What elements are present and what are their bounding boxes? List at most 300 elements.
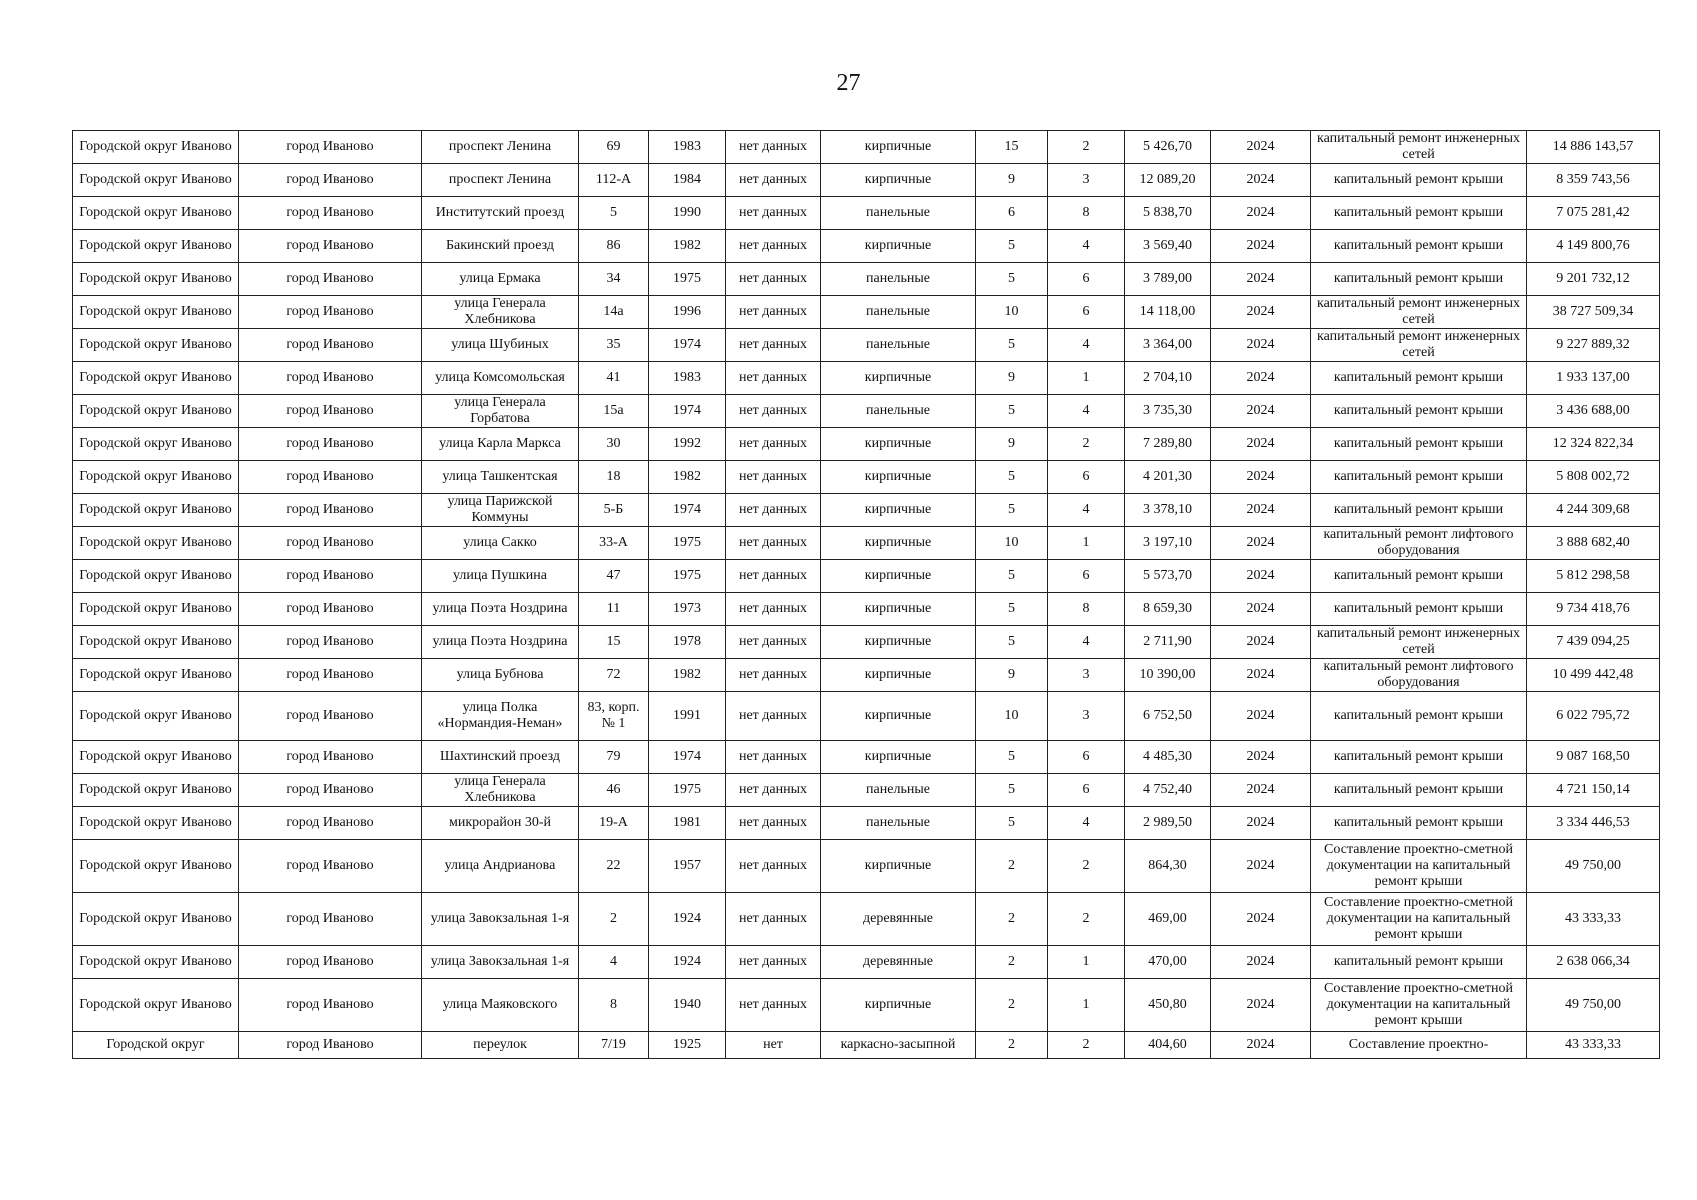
table-row [73, 230, 1660, 263]
cell-cost: 7 075 281,42 [1527, 197, 1660, 230]
cell-house-number: 34 [579, 263, 649, 296]
cell-floors: 5 [976, 741, 1048, 774]
cell-floors: 6 [976, 197, 1048, 230]
cell-area: 3 197,10 [1125, 527, 1211, 560]
cell-street: микрорайон 30-й [422, 807, 579, 840]
cell-work-type: капитальный ремонт инженерных сетей [1311, 626, 1527, 659]
cell-build-year: 1978 [649, 626, 726, 659]
cell-commission-year: нет данных [726, 807, 821, 840]
cell-commission-year: нет данных [726, 197, 821, 230]
cell-commission-year: нет данных [726, 263, 821, 296]
cell-street: Бакинский проезд [422, 230, 579, 263]
cell-build-year: 1981 [649, 807, 726, 840]
cell-entrances: 2 [1048, 1032, 1125, 1059]
cell-entrances: 6 [1048, 263, 1125, 296]
cell-build-year: 1924 [649, 946, 726, 979]
cell-municipality: Городской округ Иваново [73, 395, 239, 428]
cell-repair-year: 2024 [1211, 131, 1311, 164]
cell-municipality: Городской округ Иваново [73, 494, 239, 527]
cell-settlement: город Иваново [239, 395, 422, 428]
cell-cost: 9 227 889,32 [1527, 329, 1660, 362]
cell-repair-year: 2024 [1211, 362, 1311, 395]
cell-work-type: капитальный ремонт крыши [1311, 395, 1527, 428]
cell-wall-material: кирпичные [821, 659, 976, 692]
cell-street: улица Парижской Коммуны [422, 494, 579, 527]
cell-municipality: Городской округ Иваново [73, 774, 239, 807]
cell-floors: 9 [976, 164, 1048, 197]
cell-floors: 5 [976, 263, 1048, 296]
cell-settlement: город Иваново [239, 774, 422, 807]
cell-entrances: 3 [1048, 659, 1125, 692]
cell-street: улица Генерала Горбатова [422, 395, 579, 428]
cell-house-number: 46 [579, 774, 649, 807]
cell-house-number: 15а [579, 395, 649, 428]
cell-settlement: город Иваново [239, 893, 422, 946]
cell-municipality: Городской округ Иваново [73, 362, 239, 395]
cell-area: 5 573,70 [1125, 560, 1211, 593]
cell-floors: 5 [976, 774, 1048, 807]
cell-cost: 3 334 446,53 [1527, 807, 1660, 840]
cell-entrances: 6 [1048, 296, 1125, 329]
cell-floors: 5 [976, 560, 1048, 593]
cell-entrances: 8 [1048, 593, 1125, 626]
cell-floors: 10 [976, 527, 1048, 560]
cell-settlement: город Иваново [239, 741, 422, 774]
cell-floors: 2 [976, 946, 1048, 979]
table-row [73, 296, 1660, 329]
table-row [73, 692, 1660, 741]
cell-settlement: город Иваново [239, 946, 422, 979]
cell-commission-year: нет данных [726, 560, 821, 593]
cell-work-type: Составление проектно- [1311, 1032, 1527, 1059]
cell-area: 4 201,30 [1125, 461, 1211, 494]
cell-cost: 38 727 509,34 [1527, 296, 1660, 329]
cell-build-year: 1957 [649, 840, 726, 893]
cell-settlement: город Иваново [239, 494, 422, 527]
cell-entrances: 3 [1048, 692, 1125, 741]
cell-entrances: 1 [1048, 527, 1125, 560]
cell-work-type: капитальный ремонт крыши [1311, 560, 1527, 593]
cell-work-type: капитальный ремонт инженерных сетей [1311, 131, 1527, 164]
cell-municipality: Городской округ Иваново [73, 263, 239, 296]
cell-municipality: Городской округ Иваново [73, 230, 239, 263]
cell-work-type: капитальный ремонт крыши [1311, 362, 1527, 395]
cell-area: 2 704,10 [1125, 362, 1211, 395]
cell-work-type: капитальный ремонт лифтового оборудования [1311, 527, 1527, 560]
table-row [73, 494, 1660, 527]
cell-municipality: Городской округ Иваново [73, 659, 239, 692]
table-row [73, 263, 1660, 296]
cell-repair-year: 2024 [1211, 395, 1311, 428]
cell-work-type: Составление проектно-сметной документации на капитальный ремонт крыши [1311, 840, 1527, 893]
cell-entrances: 3 [1048, 164, 1125, 197]
cell-repair-year: 2024 [1211, 774, 1311, 807]
table-row [73, 362, 1660, 395]
cell-municipality: Городской округ Иваново [73, 692, 239, 741]
cell-area: 7 289,80 [1125, 428, 1211, 461]
cell-build-year: 1975 [649, 263, 726, 296]
cell-area: 4 752,40 [1125, 774, 1211, 807]
cell-municipality: Городской округ Иваново [73, 979, 239, 1032]
cell-floors: 10 [976, 692, 1048, 741]
cell-floors: 15 [976, 131, 1048, 164]
table-row [73, 659, 1660, 692]
table-row [73, 461, 1660, 494]
housing-registry-table [72, 130, 1660, 1059]
cell-build-year: 1940 [649, 979, 726, 1032]
table-row [73, 527, 1660, 560]
cell-house-number: 19-А [579, 807, 649, 840]
cell-build-year: 1974 [649, 494, 726, 527]
cell-work-type: капитальный ремонт крыши [1311, 164, 1527, 197]
cell-build-year: 1975 [649, 774, 726, 807]
cell-entrances: 2 [1048, 131, 1125, 164]
cell-build-year: 1924 [649, 893, 726, 946]
cell-work-type: капитальный ремонт крыши [1311, 741, 1527, 774]
cell-commission-year: нет данных [726, 893, 821, 946]
cell-wall-material: кирпичные [821, 840, 976, 893]
cell-cost: 9 734 418,76 [1527, 593, 1660, 626]
cell-house-number: 112-А [579, 164, 649, 197]
cell-street: улица Сакко [422, 527, 579, 560]
cell-area: 4 485,30 [1125, 741, 1211, 774]
cell-build-year: 1991 [649, 692, 726, 741]
cell-cost: 49 750,00 [1527, 979, 1660, 1032]
cell-floors: 9 [976, 428, 1048, 461]
cell-cost: 5 812 298,58 [1527, 560, 1660, 593]
cell-area: 450,80 [1125, 979, 1211, 1032]
cell-wall-material: панельные [821, 329, 976, 362]
table-row [73, 1032, 1660, 1059]
cell-wall-material: кирпичные [821, 131, 976, 164]
cell-wall-material: кирпичные [821, 494, 976, 527]
table-row [73, 428, 1660, 461]
cell-house-number: 22 [579, 840, 649, 893]
cell-street: улица Ермака [422, 263, 579, 296]
cell-repair-year: 2024 [1211, 979, 1311, 1032]
cell-wall-material: кирпичные [821, 593, 976, 626]
cell-cost: 43 333,33 [1527, 893, 1660, 946]
cell-house-number: 30 [579, 428, 649, 461]
cell-settlement: город Иваново [239, 263, 422, 296]
cell-repair-year: 2024 [1211, 428, 1311, 461]
cell-street: улица Поэта Ноздрина [422, 626, 579, 659]
cell-entrances: 1 [1048, 979, 1125, 1032]
cell-house-number: 83, корп. № 1 [579, 692, 649, 741]
cell-house-number: 4 [579, 946, 649, 979]
cell-street: улица Маяковского [422, 979, 579, 1032]
cell-municipality: Городской округ Иваново [73, 197, 239, 230]
table-row [73, 197, 1660, 230]
cell-entrances: 2 [1048, 428, 1125, 461]
cell-build-year: 1983 [649, 131, 726, 164]
cell-area: 6 752,50 [1125, 692, 1211, 741]
cell-wall-material: кирпичные [821, 626, 976, 659]
cell-municipality: Городской округ Иваново [73, 807, 239, 840]
cell-build-year: 1974 [649, 741, 726, 774]
cell-work-type: капитальный ремонт крыши [1311, 692, 1527, 741]
cell-floors: 2 [976, 893, 1048, 946]
cell-street: переулок [422, 1032, 579, 1059]
cell-house-number: 7/19 [579, 1032, 649, 1059]
cell-street: улица Карла Маркса [422, 428, 579, 461]
cell-settlement: город Иваново [239, 659, 422, 692]
cell-house-number: 47 [579, 560, 649, 593]
cell-area: 12 089,20 [1125, 164, 1211, 197]
cell-build-year: 1974 [649, 329, 726, 362]
cell-municipality: Городской округ Иваново [73, 560, 239, 593]
cell-house-number: 11 [579, 593, 649, 626]
cell-street: проспект Ленина [422, 131, 579, 164]
cell-commission-year: нет данных [726, 164, 821, 197]
cell-cost: 2 638 066,34 [1527, 946, 1660, 979]
cell-wall-material: кирпичные [821, 428, 976, 461]
cell-cost: 3 436 688,00 [1527, 395, 1660, 428]
cell-wall-material: кирпичные [821, 461, 976, 494]
cell-house-number: 2 [579, 893, 649, 946]
cell-house-number: 8 [579, 979, 649, 1032]
cell-municipality: Городской округ Иваново [73, 946, 239, 979]
cell-cost: 3 888 682,40 [1527, 527, 1660, 560]
table-row [73, 979, 1660, 1032]
cell-work-type: капитальный ремонт крыши [1311, 263, 1527, 296]
cell-municipality: Городской округ Иваново [73, 296, 239, 329]
cell-settlement: город Иваново [239, 626, 422, 659]
cell-commission-year: нет данных [726, 494, 821, 527]
table-row [73, 893, 1660, 946]
cell-house-number: 5 [579, 197, 649, 230]
cell-area: 469,00 [1125, 893, 1211, 946]
cell-wall-material: кирпичные [821, 692, 976, 741]
cell-cost: 5 808 002,72 [1527, 461, 1660, 494]
cell-repair-year: 2024 [1211, 461, 1311, 494]
cell-work-type: капитальный ремонт крыши [1311, 197, 1527, 230]
cell-street: улица Комсомольская [422, 362, 579, 395]
cell-cost: 9 201 732,12 [1527, 263, 1660, 296]
cell-repair-year: 2024 [1211, 741, 1311, 774]
cell-floors: 2 [976, 1032, 1048, 1059]
cell-repair-year: 2024 [1211, 230, 1311, 263]
cell-area: 864,30 [1125, 840, 1211, 893]
cell-area: 5 838,70 [1125, 197, 1211, 230]
cell-street: проспект Ленина [422, 164, 579, 197]
cell-municipality: Городской округ Иваново [73, 461, 239, 494]
cell-entrances: 4 [1048, 329, 1125, 362]
cell-repair-year: 2024 [1211, 659, 1311, 692]
page-number: 27 [836, 70, 861, 96]
cell-floors: 9 [976, 659, 1048, 692]
cell-commission-year: нет данных [726, 741, 821, 774]
cell-entrances: 4 [1048, 807, 1125, 840]
cell-wall-material: панельные [821, 296, 976, 329]
cell-build-year: 1982 [649, 461, 726, 494]
cell-repair-year: 2024 [1211, 893, 1311, 946]
cell-area: 470,00 [1125, 946, 1211, 979]
cell-commission-year: нет данных [726, 296, 821, 329]
cell-work-type: Составление проектно-сметной документации на капитальный ремонт крыши [1311, 893, 1527, 946]
cell-commission-year: нет [726, 1032, 821, 1059]
cell-street: улица Шубиных [422, 329, 579, 362]
cell-wall-material: кирпичные [821, 230, 976, 263]
cell-settlement: город Иваново [239, 131, 422, 164]
cell-street: улица Ташкентская [422, 461, 579, 494]
cell-settlement: город Иваново [239, 840, 422, 893]
table-row [73, 164, 1660, 197]
cell-settlement: город Иваново [239, 593, 422, 626]
cell-wall-material: кирпичные [821, 527, 976, 560]
table-row [73, 593, 1660, 626]
cell-area: 2 711,90 [1125, 626, 1211, 659]
cell-entrances: 4 [1048, 395, 1125, 428]
cell-repair-year: 2024 [1211, 593, 1311, 626]
cell-floors: 5 [976, 494, 1048, 527]
cell-work-type: капитальный ремонт крыши [1311, 946, 1527, 979]
cell-build-year: 1982 [649, 659, 726, 692]
cell-cost: 14 886 143,57 [1527, 131, 1660, 164]
cell-work-type: капитальный ремонт крыши [1311, 461, 1527, 494]
cell-area: 404,60 [1125, 1032, 1211, 1059]
cell-municipality: Городской округ Иваново [73, 527, 239, 560]
cell-cost: 8 359 743,56 [1527, 164, 1660, 197]
cell-cost: 4 149 800,76 [1527, 230, 1660, 263]
table-row [73, 395, 1660, 428]
cell-floors: 5 [976, 395, 1048, 428]
cell-cost: 49 750,00 [1527, 840, 1660, 893]
cell-build-year: 1975 [649, 527, 726, 560]
cell-wall-material: кирпичные [821, 164, 976, 197]
cell-commission-year: нет данных [726, 840, 821, 893]
cell-municipality: Городской округ Иваново [73, 593, 239, 626]
cell-repair-year: 2024 [1211, 527, 1311, 560]
cell-wall-material: каркасно-засыпной [821, 1032, 976, 1059]
cell-work-type: капитальный ремонт лифтового оборудования [1311, 659, 1527, 692]
cell-wall-material: кирпичные [821, 979, 976, 1032]
cell-settlement: город Иваново [239, 296, 422, 329]
cell-entrances: 4 [1048, 230, 1125, 263]
cell-municipality: Городской округ Иваново [73, 893, 239, 946]
cell-floors: 2 [976, 979, 1048, 1032]
cell-repair-year: 2024 [1211, 329, 1311, 362]
cell-repair-year: 2024 [1211, 626, 1311, 659]
cell-repair-year: 2024 [1211, 494, 1311, 527]
cell-settlement: город Иваново [239, 461, 422, 494]
cell-commission-year: нет данных [726, 230, 821, 263]
cell-floors: 5 [976, 626, 1048, 659]
cell-street: улица Андрианова [422, 840, 579, 893]
cell-street: улица Бубнова [422, 659, 579, 692]
cell-work-type: капитальный ремонт инженерных сетей [1311, 329, 1527, 362]
cell-wall-material: панельные [821, 395, 976, 428]
cell-entrances: 6 [1048, 741, 1125, 774]
cell-area: 10 390,00 [1125, 659, 1211, 692]
cell-commission-year: нет данных [726, 131, 821, 164]
cell-house-number: 41 [579, 362, 649, 395]
cell-cost: 10 499 442,48 [1527, 659, 1660, 692]
cell-street: улица Пушкина [422, 560, 579, 593]
cell-municipality: Городской округ Иваново [73, 164, 239, 197]
cell-street: улица Завокзальная 1-я [422, 893, 579, 946]
cell-floors: 9 [976, 362, 1048, 395]
cell-area: 3 378,10 [1125, 494, 1211, 527]
cell-settlement: город Иваново [239, 807, 422, 840]
cell-commission-year: нет данных [726, 659, 821, 692]
cell-work-type: капитальный ремонт крыши [1311, 428, 1527, 461]
cell-area: 14 118,00 [1125, 296, 1211, 329]
cell-cost: 9 087 168,50 [1527, 741, 1660, 774]
cell-entrances: 8 [1048, 197, 1125, 230]
cell-wall-material: панельные [821, 263, 976, 296]
cell-municipality: Городской округ Иваново [73, 840, 239, 893]
cell-build-year: 1992 [649, 428, 726, 461]
cell-build-year: 1984 [649, 164, 726, 197]
cell-commission-year: нет данных [726, 461, 821, 494]
cell-floors: 2 [976, 840, 1048, 893]
cell-municipality: Городской округ Иваново [73, 428, 239, 461]
cell-build-year: 1990 [649, 197, 726, 230]
cell-work-type: капитальный ремонт инженерных сетей [1311, 296, 1527, 329]
cell-work-type: капитальный ремонт крыши [1311, 494, 1527, 527]
cell-repair-year: 2024 [1211, 840, 1311, 893]
cell-settlement: город Иваново [239, 164, 422, 197]
cell-cost: 1 933 137,00 [1527, 362, 1660, 395]
cell-commission-year: нет данных [726, 329, 821, 362]
cell-street: улица Генерала Хлебникова [422, 296, 579, 329]
cell-work-type: Составление проектно-сметной документации на капитальный ремонт крыши [1311, 979, 1527, 1032]
cell-commission-year: нет данных [726, 774, 821, 807]
cell-wall-material: деревянные [821, 946, 976, 979]
cell-repair-year: 2024 [1211, 1032, 1311, 1059]
cell-cost: 7 439 094,25 [1527, 626, 1660, 659]
cell-entrances: 6 [1048, 461, 1125, 494]
table-row [73, 807, 1660, 840]
cell-floors: 10 [976, 296, 1048, 329]
cell-build-year: 1996 [649, 296, 726, 329]
cell-wall-material: кирпичные [821, 560, 976, 593]
cell-area: 8 659,30 [1125, 593, 1211, 626]
cell-repair-year: 2024 [1211, 197, 1311, 230]
cell-commission-year: нет данных [726, 428, 821, 461]
table-row [73, 329, 1660, 362]
table-row [73, 774, 1660, 807]
cell-area: 3 735,30 [1125, 395, 1211, 428]
cell-repair-year: 2024 [1211, 296, 1311, 329]
cell-repair-year: 2024 [1211, 807, 1311, 840]
cell-entrances: 2 [1048, 893, 1125, 946]
cell-house-number: 14а [579, 296, 649, 329]
cell-settlement: город Иваново [239, 197, 422, 230]
cell-settlement: город Иваново [239, 1032, 422, 1059]
cell-floors: 5 [976, 593, 1048, 626]
cell-build-year: 1982 [649, 230, 726, 263]
cell-cost: 6 022 795,72 [1527, 692, 1660, 741]
cell-settlement: город Иваново [239, 230, 422, 263]
cell-municipality: Городской округ [73, 1032, 239, 1059]
cell-wall-material: панельные [821, 807, 976, 840]
cell-commission-year: нет данных [726, 946, 821, 979]
cell-house-number: 86 [579, 230, 649, 263]
cell-commission-year: нет данных [726, 593, 821, 626]
cell-commission-year: нет данных [726, 626, 821, 659]
cell-wall-material: панельные [821, 774, 976, 807]
table-row [73, 840, 1660, 893]
cell-entrances: 4 [1048, 494, 1125, 527]
cell-municipality: Городской округ Иваново [73, 131, 239, 164]
cell-build-year: 1983 [649, 362, 726, 395]
cell-street: улица Генерала Хлебникова [422, 774, 579, 807]
cell-house-number: 33-А [579, 527, 649, 560]
cell-settlement: город Иваново [239, 329, 422, 362]
cell-house-number: 72 [579, 659, 649, 692]
